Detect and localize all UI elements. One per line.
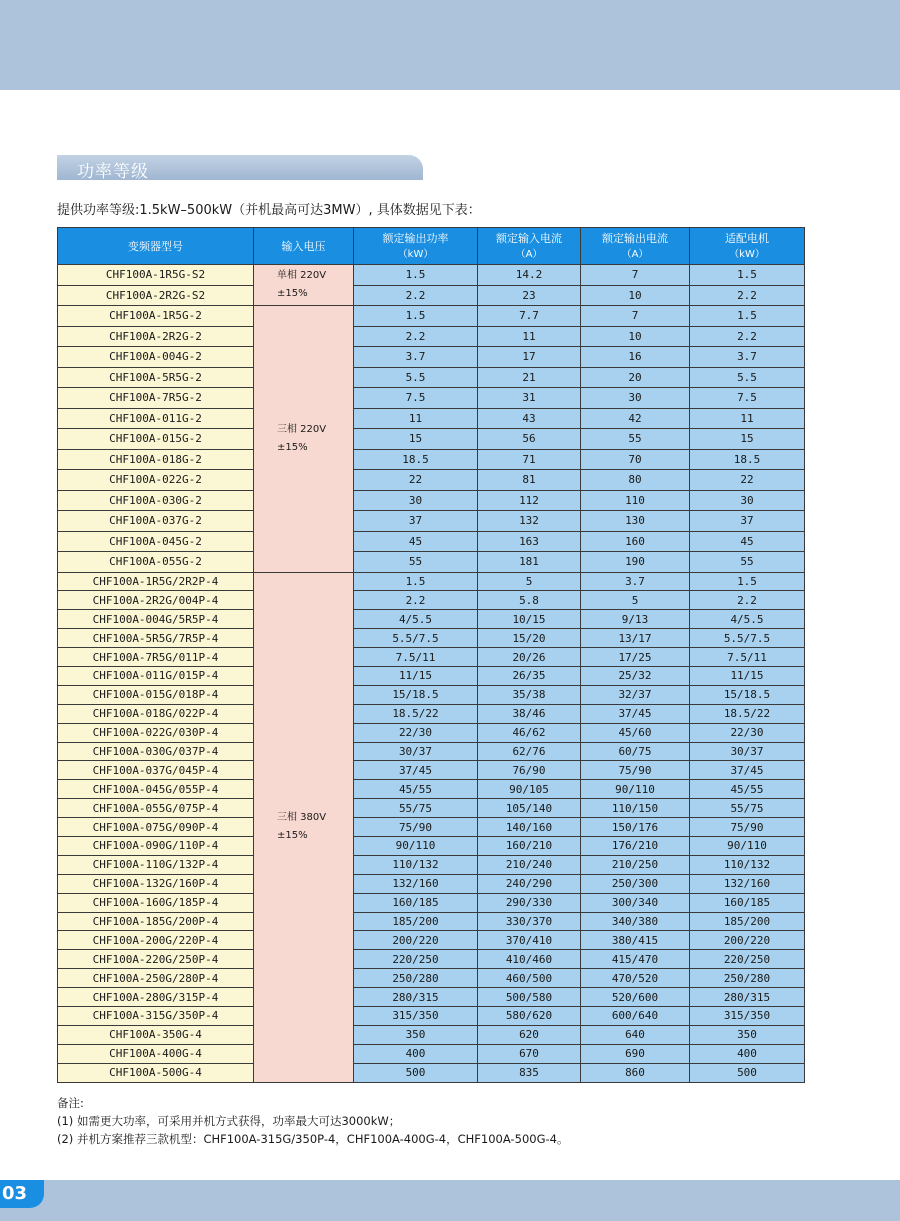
rated-output-power-cell: 22: [354, 470, 478, 491]
table-row: [58, 490, 805, 511]
header-rated-output-power: 额定输出功率 （kW）: [354, 228, 478, 265]
rated-input-current-cell: 620: [478, 1025, 581, 1044]
table-row: [58, 1063, 805, 1082]
table-row: [58, 629, 805, 648]
rated-input-current-cell: 460/500: [478, 969, 581, 988]
table-row: [58, 780, 805, 799]
rated-output-power-cell: 200/220: [354, 931, 478, 950]
rated-output-power-cell: 45: [354, 531, 478, 552]
rated-output-power-cell: 400: [354, 1044, 478, 1063]
rated-input-current-cell: 56: [478, 429, 581, 450]
header-model: 变频器型号: [58, 228, 254, 265]
rated-output-current-cell: 860: [581, 1063, 690, 1082]
table-row: [58, 704, 805, 723]
input-voltage-cell: [254, 572, 354, 1082]
model-cell: CHF100A-055G-2: [58, 552, 254, 573]
rated-input-current-cell: 90/105: [478, 780, 581, 799]
table-row: [58, 470, 805, 491]
motor-power-cell: 250/280: [690, 969, 805, 988]
motor-power-cell: 45: [690, 531, 805, 552]
rated-input-current-cell: 31: [478, 388, 581, 409]
motor-power-cell: 22: [690, 470, 805, 491]
rated-input-current-cell: 370/410: [478, 931, 581, 950]
motor-power-cell: 11/15: [690, 666, 805, 685]
rated-output-power-cell: 160/185: [354, 893, 478, 912]
rated-output-power-cell: 3.7: [354, 347, 478, 368]
rated-output-power-cell: 1.5: [354, 572, 478, 591]
rated-input-current-cell: 17: [478, 347, 581, 368]
rated-output-power-cell: 90/110: [354, 836, 478, 855]
model-cell: CHF100A-011G/015P-4: [58, 666, 254, 685]
table-row: [58, 408, 805, 429]
rated-output-power-cell: 11/15: [354, 666, 478, 685]
rated-input-current-cell: 500/580: [478, 988, 581, 1007]
header-motor-power: 适配电机 （kW）: [690, 228, 805, 265]
voltage-label: 三相 220V: [277, 423, 327, 435]
rated-input-current-cell: 105/140: [478, 799, 581, 818]
model-cell: CHF100A-015G/018P-4: [58, 685, 254, 704]
rated-output-power-cell: 22/30: [354, 723, 478, 742]
table-row: [58, 326, 805, 347]
rated-output-current-cell: 110/150: [581, 799, 690, 818]
rated-output-current-cell: 470/520: [581, 969, 690, 988]
motor-power-cell: 15/18.5: [690, 685, 805, 704]
table-row: [58, 666, 805, 685]
rated-output-power-cell: 280/315: [354, 988, 478, 1007]
rated-output-current-cell: 90/110: [581, 780, 690, 799]
rated-output-current-cell: 7: [581, 265, 690, 286]
rated-output-power-cell: 7.5: [354, 388, 478, 409]
model-cell: CHF100A-350G-4: [58, 1025, 254, 1044]
table-row: [58, 950, 805, 969]
table-header-row: [58, 228, 805, 265]
rated-output-current-cell: 80: [581, 470, 690, 491]
model-cell: CHF100A-090G/110P-4: [58, 836, 254, 855]
model-cell: CHF100A-132G/160P-4: [58, 874, 254, 893]
rated-output-power-cell: 2.2: [354, 285, 478, 306]
rated-output-power-cell: 250/280: [354, 969, 478, 988]
rated-input-current-cell: 46/62: [478, 723, 581, 742]
rated-output-current-cell: 150/176: [581, 818, 690, 837]
rated-input-current-cell: 38/46: [478, 704, 581, 723]
rated-input-current-cell: 14.2: [478, 265, 581, 286]
rated-output-current-cell: 32/37: [581, 685, 690, 704]
motor-power-cell: 4/5.5: [690, 610, 805, 629]
rated-output-current-cell: 20: [581, 367, 690, 388]
voltage-tolerance: ±15%: [277, 830, 308, 842]
voltage-tolerance: ±15%: [277, 288, 308, 299]
header-rated-output-current: 额定输出电流 （A）: [581, 228, 690, 265]
rated-output-current-cell: 110: [581, 490, 690, 511]
motor-power-cell: 55/75: [690, 799, 805, 818]
model-cell: CHF100A-030G/037P-4: [58, 742, 254, 761]
rated-input-current-cell: 132: [478, 511, 581, 532]
rated-output-power-cell: 7.5/11: [354, 648, 478, 667]
power-rating-table: [57, 227, 805, 1083]
rated-output-current-cell: 640: [581, 1025, 690, 1044]
rated-output-power-cell: 30/37: [354, 742, 478, 761]
page-number: 03: [2, 1183, 28, 1204]
rated-output-power-cell: 15: [354, 429, 478, 450]
table-row: [58, 1025, 805, 1044]
model-cell: CHF100A-055G/075P-4: [58, 799, 254, 818]
rated-input-current-cell: 76/90: [478, 761, 581, 780]
model-cell: CHF100A-018G/022P-4: [58, 704, 254, 723]
table-row: [58, 855, 805, 874]
rated-input-current-cell: 20/26: [478, 648, 581, 667]
motor-power-cell: 500: [690, 1063, 805, 1082]
rated-output-current-cell: 690: [581, 1044, 690, 1063]
model-cell: CHF100A-5R5G-2: [58, 367, 254, 388]
model-cell: CHF100A-037G/045P-4: [58, 761, 254, 780]
table-row: [58, 912, 805, 931]
rated-output-power-cell: 315/350: [354, 1006, 478, 1025]
model-cell: CHF100A-315G/350P-4: [58, 1006, 254, 1025]
rated-input-current-cell: 580/620: [478, 1006, 581, 1025]
rated-output-current-cell: 380/415: [581, 931, 690, 950]
motor-power-cell: 280/315: [690, 988, 805, 1007]
table-row: [58, 723, 805, 742]
rated-input-current-cell: 7.7: [478, 306, 581, 327]
rated-output-current-cell: 5: [581, 591, 690, 610]
table-row: [58, 591, 805, 610]
model-cell: CHF100A-2R2G/004P-4: [58, 591, 254, 610]
rated-output-power-cell: 185/200: [354, 912, 478, 931]
model-cell: CHF100A-500G-4: [58, 1063, 254, 1082]
motor-power-cell: 160/185: [690, 893, 805, 912]
motor-power-cell: 30/37: [690, 742, 805, 761]
rated-input-current-cell: 21: [478, 367, 581, 388]
intro-text: 提供功率等级:1.5kW–500kW（并机最高可达3MW）, 具体数据见下表：: [57, 203, 481, 218]
model-cell: CHF100A-185G/200P-4: [58, 912, 254, 931]
motor-power-cell: 220/250: [690, 950, 805, 969]
table-row: [58, 1006, 805, 1025]
rated-input-current-cell: 35/38: [478, 685, 581, 704]
model-cell: CHF100A-220G/250P-4: [58, 950, 254, 969]
motor-power-cell: 45/55: [690, 780, 805, 799]
table-row: [58, 836, 805, 855]
table-row: [58, 511, 805, 532]
rated-output-power-cell: 11: [354, 408, 478, 429]
motor-power-cell: 18.5: [690, 449, 805, 470]
rated-input-current-cell: 5: [478, 572, 581, 591]
note-item: (2) 并机方案推荐三款机型：CHF100A-315G/350P-4，CHF100A-400G-4，CHF100A-500G-4。: [57, 1132, 569, 1146]
rated-output-power-cell: 220/250: [354, 950, 478, 969]
rated-output-current-cell: 9/13: [581, 610, 690, 629]
rated-input-current-cell: 835: [478, 1063, 581, 1082]
motor-power-cell: 18.5/22: [690, 704, 805, 723]
rated-output-power-cell: 15/18.5: [354, 685, 478, 704]
rated-output-power-cell: 55: [354, 552, 478, 573]
rated-output-current-cell: 210/250: [581, 855, 690, 874]
input-voltage-cell: [254, 306, 354, 573]
table-row: [58, 552, 805, 573]
notes: [57, 1094, 568, 1148]
table-row: [58, 531, 805, 552]
model-cell: CHF100A-2R2G-2: [58, 326, 254, 347]
table-row: [58, 572, 805, 591]
model-cell: CHF100A-1R5G-2: [58, 306, 254, 327]
model-cell: CHF100A-004G/5R5P-4: [58, 610, 254, 629]
table-row: [58, 367, 805, 388]
motor-power-cell: 2.2: [690, 285, 805, 306]
rated-output-current-cell: 60/75: [581, 742, 690, 761]
rated-output-power-cell: 110/132: [354, 855, 478, 874]
motor-power-cell: 15: [690, 429, 805, 450]
model-cell: CHF100A-004G-2: [58, 347, 254, 368]
voltage-label: 单相 220V: [277, 270, 327, 281]
table-row: [58, 449, 805, 470]
rated-output-current-cell: 10: [581, 326, 690, 347]
model-cell: CHF100A-022G-2: [58, 470, 254, 491]
motor-power-cell: 7.5/11: [690, 648, 805, 667]
rated-output-current-cell: 13/17: [581, 629, 690, 648]
motor-power-cell: 200/220: [690, 931, 805, 950]
rated-input-current-cell: 10/15: [478, 610, 581, 629]
group-three-phase-220v: [58, 306, 805, 573]
notes-title: 备注:: [57, 1096, 84, 1110]
motor-power-cell: 22/30: [690, 723, 805, 742]
rated-output-power-cell: 18.5/22: [354, 704, 478, 723]
rated-input-current-cell: 410/460: [478, 950, 581, 969]
table-row: [58, 1044, 805, 1063]
rated-output-power-cell: 500: [354, 1063, 478, 1082]
motor-power-cell: 11: [690, 408, 805, 429]
motor-power-cell: 185/200: [690, 912, 805, 931]
rated-output-current-cell: 25/32: [581, 666, 690, 685]
rated-input-current-cell: 71: [478, 449, 581, 470]
table-row: [58, 988, 805, 1007]
motor-power-cell: 350: [690, 1025, 805, 1044]
model-cell: CHF100A-5R5G/7R5P-4: [58, 629, 254, 648]
rated-output-current-cell: 340/380: [581, 912, 690, 931]
model-cell: CHF100A-1R5G-S2: [58, 265, 254, 286]
table-row: [58, 429, 805, 450]
motor-power-cell: 90/110: [690, 836, 805, 855]
rated-output-power-cell: 75/90: [354, 818, 478, 837]
model-cell: CHF100A-037G-2: [58, 511, 254, 532]
rated-output-power-cell: 4/5.5: [354, 610, 478, 629]
rated-input-current-cell: 62/76: [478, 742, 581, 761]
rated-input-current-cell: 43: [478, 408, 581, 429]
model-cell: CHF100A-200G/220P-4: [58, 931, 254, 950]
rated-output-current-cell: 600/640: [581, 1006, 690, 1025]
model-cell: CHF100A-280G/315P-4: [58, 988, 254, 1007]
table-row: [58, 874, 805, 893]
motor-power-cell: 37/45: [690, 761, 805, 780]
rated-output-current-cell: 130: [581, 511, 690, 532]
table-row: [58, 610, 805, 629]
rated-output-current-cell: 176/210: [581, 836, 690, 855]
rated-output-power-cell: 2.2: [354, 591, 478, 610]
page-number-tab: [0, 1180, 44, 1208]
note-item: (1) 如需更大功率，可采用并机方式获得，功率最大可达3000kW；: [57, 1114, 401, 1128]
rated-output-power-cell: 1.5: [354, 306, 478, 327]
model-cell: CHF100A-1R5G/2R2P-4: [58, 572, 254, 591]
model-cell: CHF100A-250G/280P-4: [58, 969, 254, 988]
motor-power-cell: 5.5/7.5: [690, 629, 805, 648]
rated-output-current-cell: 42: [581, 408, 690, 429]
model-cell: CHF100A-045G-2: [58, 531, 254, 552]
rated-output-power-cell: 37/45: [354, 761, 478, 780]
group-single-phase-220v: [58, 265, 805, 306]
rated-output-current-cell: 10: [581, 285, 690, 306]
model-cell: CHF100A-045G/055P-4: [58, 780, 254, 799]
footer-band: [0, 1180, 900, 1221]
motor-power-cell: 1.5: [690, 572, 805, 591]
motor-power-cell: 5.5: [690, 367, 805, 388]
model-cell: CHF100A-018G-2: [58, 449, 254, 470]
rated-output-power-cell: 55/75: [354, 799, 478, 818]
voltage-tolerance: ±15%: [277, 441, 308, 453]
rated-output-power-cell: 350: [354, 1025, 478, 1044]
model-cell: CHF100A-030G-2: [58, 490, 254, 511]
rated-input-current-cell: 160/210: [478, 836, 581, 855]
model-cell: CHF100A-7R5G/011P-4: [58, 648, 254, 667]
motor-power-cell: 2.2: [690, 591, 805, 610]
rated-output-current-cell: 160: [581, 531, 690, 552]
rated-input-current-cell: 181: [478, 552, 581, 573]
motor-power-cell: 400: [690, 1044, 805, 1063]
rated-output-current-cell: 45/60: [581, 723, 690, 742]
rated-output-current-cell: 55: [581, 429, 690, 450]
table-row: [58, 685, 805, 704]
rated-input-current-cell: 23: [478, 285, 581, 306]
rated-output-current-cell: 16: [581, 347, 690, 368]
rated-output-current-cell: 37/45: [581, 704, 690, 723]
table-row: [58, 347, 805, 368]
motor-power-cell: 55: [690, 552, 805, 573]
rated-output-current-cell: 75/90: [581, 761, 690, 780]
model-cell: CHF100A-160G/185P-4: [58, 893, 254, 912]
rated-input-current-cell: 240/290: [478, 874, 581, 893]
model-cell: CHF100A-400G-4: [58, 1044, 254, 1063]
motor-power-cell: 37: [690, 511, 805, 532]
table-row: [58, 742, 805, 761]
rated-output-current-cell: 520/600: [581, 988, 690, 1007]
motor-power-cell: 1.5: [690, 265, 805, 286]
table-row: [58, 799, 805, 818]
group-three-phase-380v: [58, 572, 805, 1082]
voltage-label: 三相 380V: [277, 812, 327, 824]
rated-input-current-cell: 81: [478, 470, 581, 491]
section-title: 功率等级: [77, 162, 149, 182]
model-cell: CHF100A-110G/132P-4: [58, 855, 254, 874]
rated-input-current-cell: 670: [478, 1044, 581, 1063]
model-cell: CHF100A-075G/090P-4: [58, 818, 254, 837]
motor-power-cell: 30: [690, 490, 805, 511]
model-cell: CHF100A-7R5G-2: [58, 388, 254, 409]
rated-output-current-cell: 3.7: [581, 572, 690, 591]
table-row: [58, 648, 805, 667]
motor-power-cell: 75/90: [690, 818, 805, 837]
rated-output-current-cell: 30: [581, 388, 690, 409]
rated-output-power-cell: 37: [354, 511, 478, 532]
rated-output-power-cell: 30: [354, 490, 478, 511]
rated-output-current-cell: 17/25: [581, 648, 690, 667]
motor-power-cell: 3.7: [690, 347, 805, 368]
rated-input-current-cell: 290/330: [478, 893, 581, 912]
section-title-bar: [57, 155, 423, 180]
rated-output-power-cell: 1.5: [354, 265, 478, 286]
rated-output-current-cell: 250/300: [581, 874, 690, 893]
rated-output-current-cell: 190: [581, 552, 690, 573]
header-rated-input-current: 额定输入电流 （A）: [478, 228, 581, 265]
rated-input-current-cell: 5.8: [478, 591, 581, 610]
table-row: [58, 761, 805, 780]
motor-power-cell: 2.2: [690, 326, 805, 347]
rated-output-current-cell: 7: [581, 306, 690, 327]
header-input-voltage: 输入电压: [254, 228, 354, 265]
rated-output-power-cell: 18.5: [354, 449, 478, 470]
motor-power-cell: 132/160: [690, 874, 805, 893]
rated-input-current-cell: 330/370: [478, 912, 581, 931]
rated-output-power-cell: 132/160: [354, 874, 478, 893]
table-row: [58, 969, 805, 988]
rated-output-power-cell: 5.5: [354, 367, 478, 388]
model-cell: CHF100A-022G/030P-4: [58, 723, 254, 742]
rated-input-current-cell: 210/240: [478, 855, 581, 874]
rated-input-current-cell: 11: [478, 326, 581, 347]
header-band: [0, 0, 900, 90]
motor-power-cell: 110/132: [690, 855, 805, 874]
table-row: [58, 306, 805, 327]
input-voltage-cell: [254, 265, 354, 306]
motor-power-cell: 1.5: [690, 306, 805, 327]
rated-output-current-cell: 415/470: [581, 950, 690, 969]
model-cell: CHF100A-015G-2: [58, 429, 254, 450]
rated-output-power-cell: 5.5/7.5: [354, 629, 478, 648]
motor-power-cell: 7.5: [690, 388, 805, 409]
table-row: [58, 931, 805, 950]
rated-input-current-cell: 112: [478, 490, 581, 511]
rated-input-current-cell: 140/160: [478, 818, 581, 837]
rated-input-current-cell: 15/20: [478, 629, 581, 648]
rated-output-current-cell: 70: [581, 449, 690, 470]
model-cell: CHF100A-2R2G-S2: [58, 285, 254, 306]
rated-output-current-cell: 300/340: [581, 893, 690, 912]
motor-power-cell: 315/350: [690, 1006, 805, 1025]
table-row: [58, 285, 805, 306]
table-row: [58, 265, 805, 286]
table-row: [58, 893, 805, 912]
rated-output-power-cell: 45/55: [354, 780, 478, 799]
table-row: [58, 818, 805, 837]
rated-input-current-cell: 26/35: [478, 666, 581, 685]
table-row: [58, 388, 805, 409]
rated-input-current-cell: 163: [478, 531, 581, 552]
model-cell: CHF100A-011G-2: [58, 408, 254, 429]
rated-output-power-cell: 2.2: [354, 326, 478, 347]
